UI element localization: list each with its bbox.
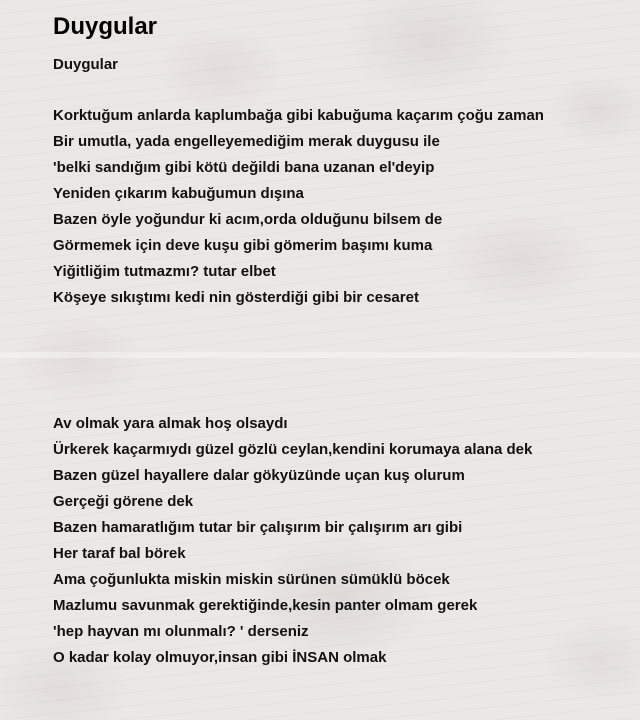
poem-line: Görmemek için deve kuşu gibi gömerim başımı kuma [53, 237, 433, 254]
poem-line: Bazen güzel hayallere dalar gökyüzünde uçan kuş olurum [53, 467, 465, 484]
poem-line: Yeniden çıkarım kabuğumun dışına [53, 185, 304, 202]
poem-line: Av olmak yara almak hoş olsaydı [53, 415, 288, 432]
poem-line: 'belki sandığım gibi kötü değildi bana uzanan el'deyip [53, 159, 435, 176]
poem-line: 'hep hayvan mı olunmalı? ' derseniz [53, 623, 309, 640]
poem-subtitle: Duygular [53, 56, 119, 73]
poem-line: Yiğitliğim tutmazmı? tutar elbet [53, 263, 276, 280]
poem-title: Duygular [53, 13, 158, 40]
poem-line: Ürkerek kaçarmıydı güzel gözlü ceylan,kendini korumaya alana dek [53, 441, 533, 458]
poem-line: Bir umutla, yada engelleyemediğim merak duygusu ile [53, 133, 440, 150]
stanza-2 [53, 413, 633, 673]
poem-line: Gerçeği görene dek [53, 493, 194, 510]
poem-line: Korktuğum anlarda kaplumbağa gibi kabuğuma kaçarım çoğu zaman [53, 107, 544, 124]
poem-line: Mazlumu savunmak gerektiğinde,kesin panter olmam gerek [53, 597, 478, 614]
poem-line: Her taraf bal börek [53, 545, 186, 562]
poem-line: Köşeye sıkıştımı kedi nin gösterdiği gibi bir cesaret [53, 289, 419, 306]
poem-line: Bazen hamaratlığım tutar bir çalışırım bir çalışırım arı gibi [53, 519, 463, 536]
poem-line: Ama çoğunlukta miskin miskin sürünen sümüklü böcek [53, 571, 450, 588]
poem-line: O kadar kolay olmuyor,insan gibi İNSAN olmak [53, 649, 387, 666]
background-band [0, 352, 640, 358]
poem-line: Bazen öyle yoğundur ki acım,orda olduğunu bilsem de [53, 211, 443, 228]
stanza-1 [53, 105, 633, 313]
